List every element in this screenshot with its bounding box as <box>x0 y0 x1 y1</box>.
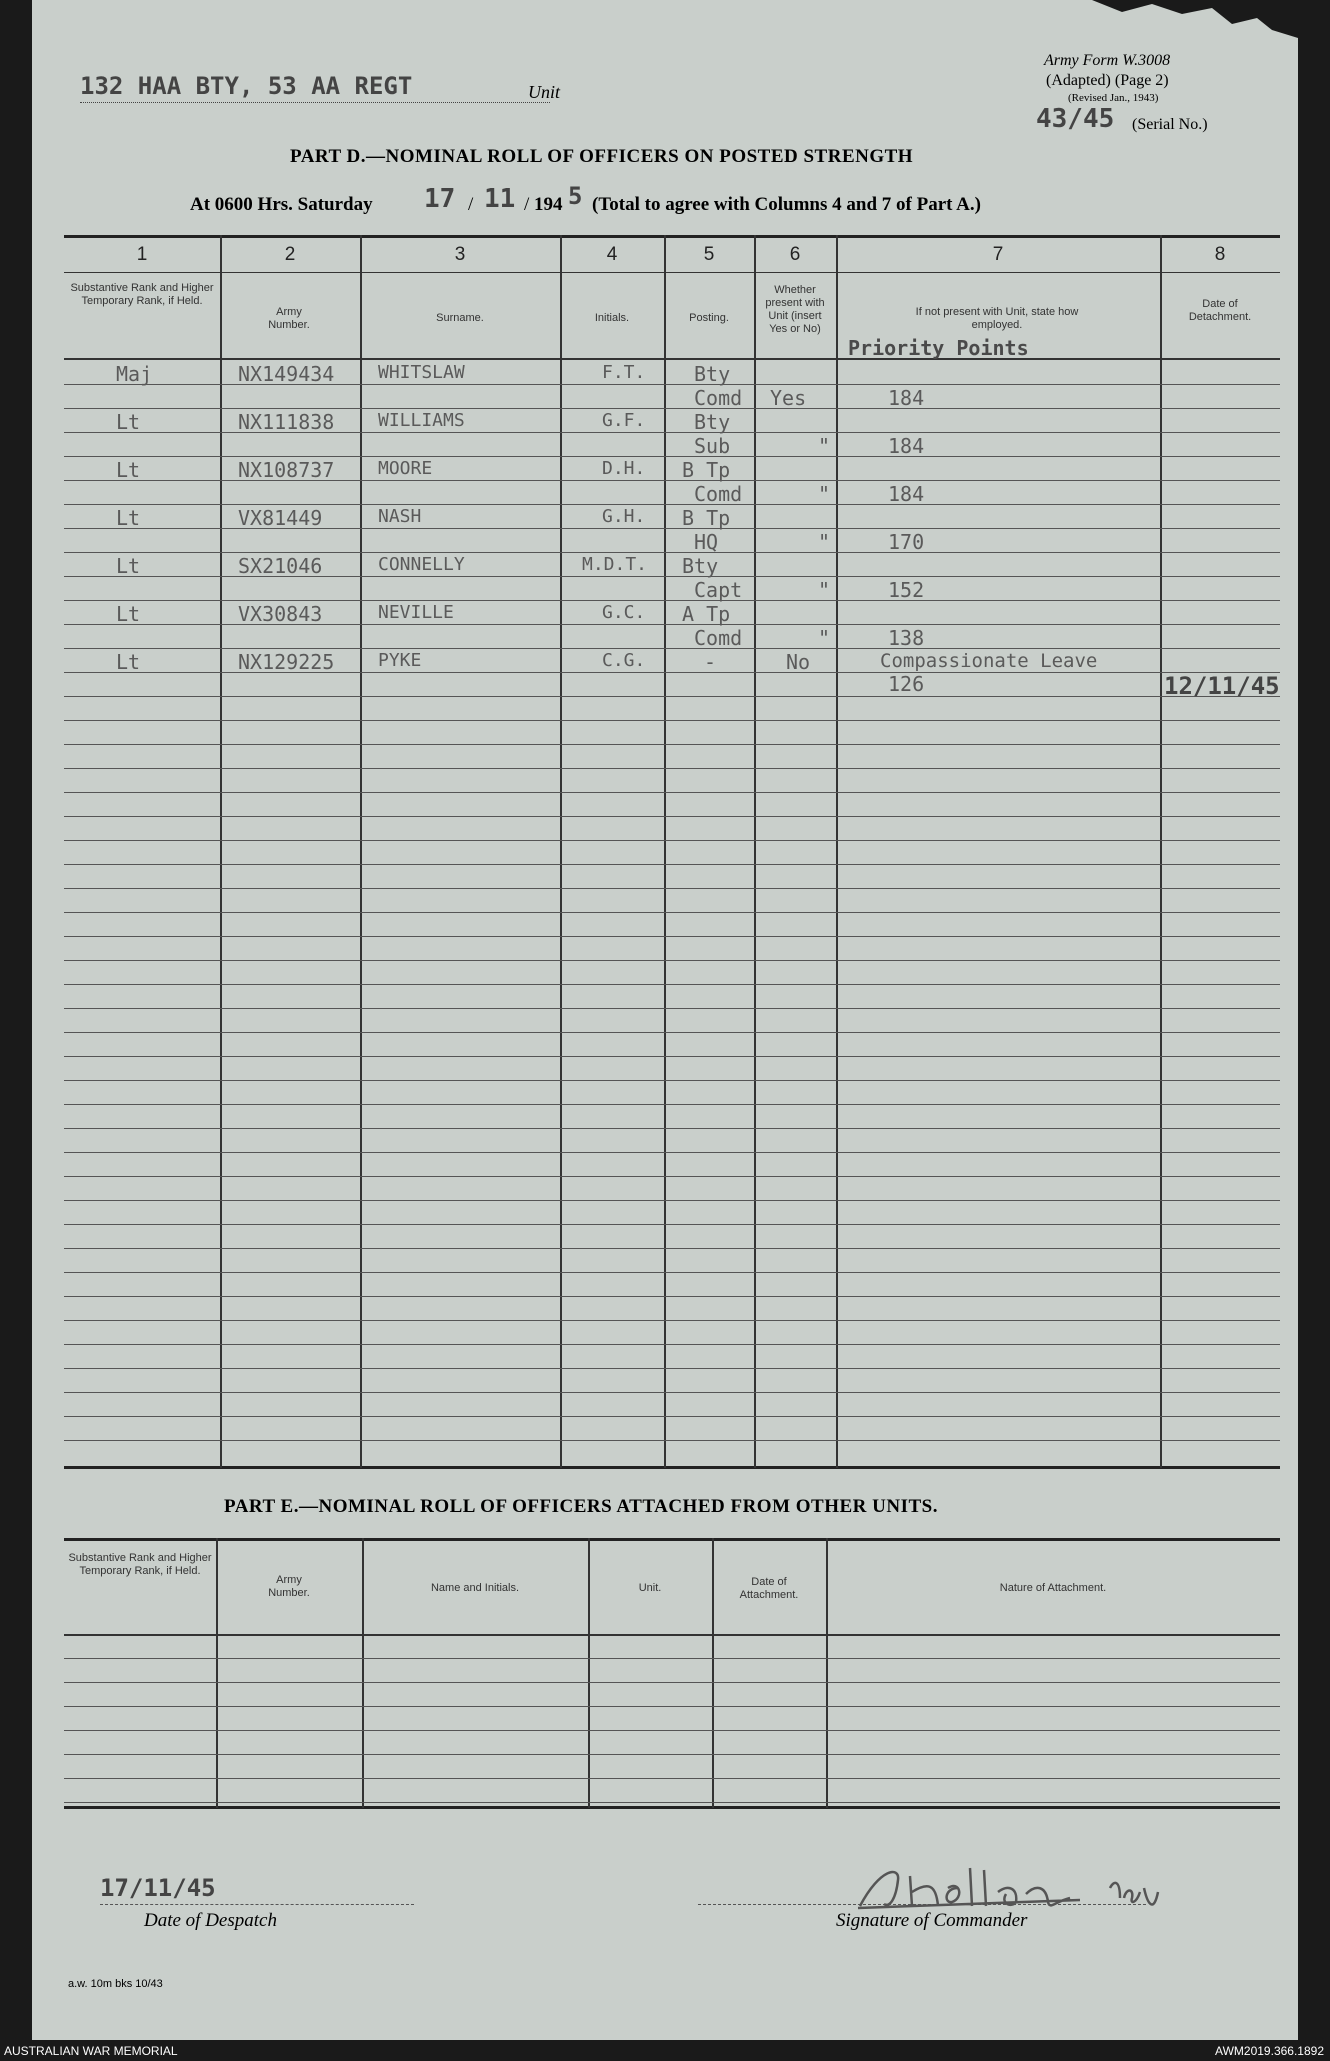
ruled-line <box>64 552 1280 553</box>
ruled-line <box>64 1802 1280 1803</box>
table-row-2-posting1: Bty <box>694 410 731 434</box>
col-header-initials: Initials. <box>594 312 630 324</box>
part-d-top-border <box>64 235 1280 238</box>
table-row-5-posting1: Bty <box>682 554 719 578</box>
col-divider-7 <box>1160 235 1162 1468</box>
signature-label: Signature of Commander <box>836 1910 1028 1931</box>
date-year: 194 <box>534 194 563 215</box>
col-header-detachment: Date of Detachment. <box>1188 298 1252 323</box>
table-row-4-posting1: B Tp <box>682 506 731 530</box>
table-row-2-surname: WILLIAMS <box>378 410 465 431</box>
unit-label: Unit <box>528 82 561 102</box>
caption-left: AUSTRALIAN WAR MEMORIAL <box>4 2044 178 2058</box>
ruled-line <box>64 1032 1280 1033</box>
table-row-3-surname: MOORE <box>378 458 433 479</box>
table-row-6-present: " <box>818 626 831 650</box>
ruled-line <box>64 1320 1280 1321</box>
ruled-line <box>64 984 1280 985</box>
table-row-2-col7: 184 <box>888 434 925 458</box>
ruled-line <box>64 1200 1280 1201</box>
despatch-value: 17/11/45 <box>100 1874 216 1902</box>
e-header-unit: Unit. <box>638 1582 662 1594</box>
table-row-3-posting1: B Tp <box>682 458 731 482</box>
col-number-4: 4 <box>606 244 618 265</box>
col-number-1: 1 <box>136 244 148 265</box>
table-row-6-surname: NEVILLE <box>378 602 454 623</box>
table-row-3-posting2: Comd <box>694 482 743 506</box>
e-col-divider-4 <box>712 1538 714 1808</box>
header-bottom-line <box>64 358 1280 360</box>
ruled-line <box>64 1730 1280 1731</box>
table-row-6-posting1: A Tp <box>682 602 731 626</box>
col-header-posting: Posting. <box>689 312 729 324</box>
ruled-line <box>64 936 1280 937</box>
col-number-8: 8 <box>1214 244 1226 265</box>
col-divider-1 <box>220 235 222 1468</box>
table-row-3-number: NX108737 <box>238 458 335 482</box>
col-header-surname: Surname. <box>436 312 484 324</box>
table-row-4-rank: Lt <box>116 506 141 530</box>
ruled-line <box>64 600 1280 601</box>
ruled-line <box>64 456 1280 457</box>
part-e-title: PART E.—NOMINAL ROLL OF OFFICERS ATTACHED FROM OTHER UNITS. <box>224 1496 938 1517</box>
table-row-7-present: No <box>786 650 811 674</box>
table-row-5-number: SX21046 <box>238 554 323 578</box>
ruled-line <box>64 1682 1280 1683</box>
ruled-line <box>64 1706 1280 1707</box>
despatch-line <box>100 1904 414 1906</box>
col7-note: Priority Points <box>848 336 1029 360</box>
unit-value: 132 HAA BTY, 53 AA REGT <box>80 72 413 100</box>
form-line2: (Adapted) (Page 2) <box>1046 72 1169 89</box>
ruled-line <box>64 1778 1280 1779</box>
ruled-line <box>64 648 1280 649</box>
table-row-2-initials: G.F. <box>602 410 646 431</box>
table-row-1-surname: WHITSLAW <box>378 362 465 383</box>
col-number-7: 7 <box>992 244 1004 265</box>
table-row-1-number: NX149434 <box>238 362 335 386</box>
table-row-4-col7: 170 <box>888 530 925 554</box>
col-divider-2 <box>360 235 362 1468</box>
table-row-5-posting2: Capt <box>694 578 743 602</box>
torn-edge <box>32 0 1298 40</box>
part-d-bottom-border <box>64 1466 1280 1469</box>
ruled-line <box>64 1440 1280 1441</box>
ruled-line <box>64 1008 1280 1009</box>
table-row-2-rank: Lt <box>116 410 141 434</box>
date-suffix: (Total to agree with Columns 4 and 7 of Part A.) <box>592 194 981 215</box>
table-row-2-number: NX111838 <box>238 410 335 434</box>
ruled-line <box>64 1152 1280 1153</box>
ruled-line <box>64 888 1280 889</box>
e-col-divider-1 <box>216 1538 218 1808</box>
ruled-line <box>64 720 1280 721</box>
ruled-line <box>64 1392 1280 1393</box>
table-row-5-present: " <box>818 578 831 602</box>
ruled-line <box>64 1658 1280 1659</box>
ruled-line <box>64 912 1280 913</box>
unit-dotted-line <box>80 102 550 104</box>
ruled-line <box>64 1272 1280 1273</box>
table-row-7-col7: Compassionate Leave <box>880 650 1098 672</box>
col-number-2: 2 <box>284 244 296 265</box>
table-row-3-present: " <box>818 482 831 506</box>
form-paper <box>32 0 1298 2040</box>
col-divider-4 <box>664 235 666 1468</box>
ruled-line <box>64 1248 1280 1249</box>
table-row-7-number: NX129225 <box>238 650 335 674</box>
ruled-line <box>64 816 1280 817</box>
serial-label: (Serial No.) <box>1132 116 1208 133</box>
table-row-6-number: VX30843 <box>238 602 323 626</box>
col-number-6: 6 <box>789 244 801 265</box>
part-d-title: PART D.—NOMINAL ROLL OF OFFICERS ON POSTED STRENGTH <box>290 146 914 167</box>
table-row-6-initials: G.C. <box>602 602 646 623</box>
serial-value: 43/45 <box>1036 104 1115 134</box>
form-line3: (Revised Jan., 1943) <box>1068 92 1159 104</box>
table-row-7-posting1: - <box>704 650 717 674</box>
col-divider-6 <box>836 235 838 1468</box>
table-row-1-posting1: Bty <box>694 362 731 386</box>
table-row-1-col7: 184 <box>888 386 925 410</box>
signature-rank <box>1148 1882 1150 1883</box>
ruled-line <box>64 1224 1280 1225</box>
col-header-present: Whether present with Unit (insert Yes or No) <box>765 284 825 335</box>
form-line1: Army Form W.3008 <box>1044 52 1171 69</box>
signature-line <box>698 1904 1146 1906</box>
col-number-3: 3 <box>454 244 466 265</box>
ruled-line <box>64 1176 1280 1177</box>
ruled-line <box>64 1416 1280 1417</box>
e-col-divider-3 <box>588 1538 590 1808</box>
date-day: 17 <box>424 184 456 214</box>
table-row-7-surname: PYKE <box>378 650 422 671</box>
ruled-line <box>64 864 1280 865</box>
col-header-employed: If not present with Unit, state how employed. <box>915 306 1079 331</box>
despatch-label: Date of Despatch <box>144 1910 277 1931</box>
ruled-line <box>64 1368 1280 1369</box>
ruled-line <box>64 1128 1280 1129</box>
ruled-line <box>64 792 1280 793</box>
table-row-3-rank: Lt <box>116 458 141 482</box>
ruled-line <box>64 1344 1280 1345</box>
table-row-2-posting2: Sub <box>694 434 731 458</box>
table-row-7-col7b: 126 <box>888 672 925 696</box>
col-divider-3 <box>560 235 562 1468</box>
part-e-top-border <box>64 1538 1280 1541</box>
table-row-1-initials: F.T. <box>602 362 646 383</box>
date-sep2: / <box>524 194 530 215</box>
table-row-4-initials: G.H. <box>602 506 646 527</box>
col-header-rank: Substantive Rank and Higher Temporary Rank, if Held. <box>70 282 214 307</box>
table-row-5-initials: M.D.T. <box>582 554 648 575</box>
ruled-line <box>64 960 1280 961</box>
col-number-5: 5 <box>703 244 715 265</box>
print-note: a.w. 10m bks 10/43 <box>68 1978 163 1990</box>
table-row-1-posting2: Comd <box>694 386 743 410</box>
caption-right: AWM2019.366.1892 <box>1215 2044 1324 2058</box>
e-col-divider-5 <box>826 1538 828 1808</box>
part-e-header-line <box>64 1634 1280 1636</box>
table-row-7-rank: Lt <box>116 650 141 674</box>
date-prefix: At 0600 Hrs. Saturday <box>190 194 373 215</box>
table-row-2-present: " <box>818 434 831 458</box>
table-row-6-rank: Lt <box>116 602 141 626</box>
table-row-6-posting2: Comd <box>694 626 743 650</box>
e-col-divider-2 <box>362 1538 364 1808</box>
col-header-army-number: Army Number. <box>268 306 310 331</box>
table-row-5-rank: Lt <box>116 554 141 578</box>
table-row-1-present: Yes <box>770 386 807 410</box>
date-sep1: / <box>468 194 474 215</box>
ruled-line <box>64 1080 1280 1081</box>
ruled-line <box>64 840 1280 841</box>
col-divider-5 <box>754 235 756 1468</box>
table-row-1-rank: Maj <box>116 362 153 386</box>
ruled-line <box>64 504 1280 505</box>
ruled-line <box>64 1104 1280 1105</box>
ruled-line <box>64 1296 1280 1297</box>
ruled-line <box>64 768 1280 769</box>
table-row-7-detachment: 12/11/45 <box>1164 672 1280 700</box>
e-header-name: Name and Initials. <box>430 1582 520 1594</box>
table-row-5-surname: CONNELLY <box>378 554 465 575</box>
table-row-3-initials: D.H. <box>602 458 646 479</box>
table-row-4-present: " <box>818 530 831 554</box>
ruled-line <box>64 1754 1280 1755</box>
colnum-divider <box>64 272 1280 273</box>
table-row-4-posting2: HQ <box>694 530 719 554</box>
part-e-bottom-border <box>64 1806 1280 1809</box>
table-row-4-surname: NASH <box>378 506 422 527</box>
ruled-line <box>64 696 1280 697</box>
table-row-7-initials: C.G. <box>602 650 646 671</box>
ruled-line <box>64 408 1280 409</box>
date-year-digit: 5 <box>568 182 583 210</box>
date-month: 11 <box>484 184 516 214</box>
e-header-nature: Nature of Attachment. <box>999 1582 1107 1594</box>
e-header-date: Date of Attachment. <box>739 1576 799 1601</box>
ruled-line <box>64 744 1280 745</box>
table-row-3-col7: 184 <box>888 482 925 506</box>
table-row-6-col7: 138 <box>888 626 925 650</box>
ruled-line <box>64 1056 1280 1057</box>
e-header-rank: Substantive Rank and Higher Temporary Rank, if Held. <box>68 1552 212 1577</box>
table-row-5-col7: 152 <box>888 578 925 602</box>
table-row-4-number: VX81449 <box>238 506 323 530</box>
commander-signature <box>840 1858 1180 1918</box>
e-header-army-number: Army Number. <box>268 1574 310 1599</box>
